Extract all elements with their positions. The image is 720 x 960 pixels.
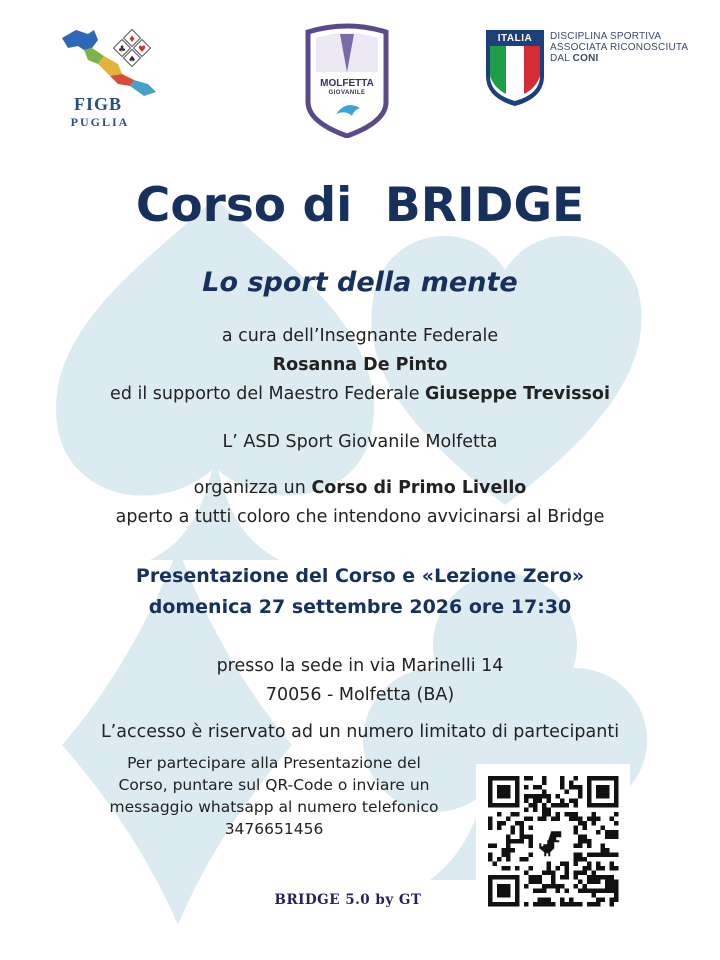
access-note: L’accesso è riservato ad un numero limitato di partecipanti xyxy=(100,722,620,742)
association-line: L’ ASD Sport Giovanile Molfetta xyxy=(222,432,498,452)
molfetta-giovanile-logo xyxy=(300,22,394,138)
svg-text:♥: ♥ xyxy=(138,45,147,55)
footer-credit: BRIDGE 5.0 by GT xyxy=(274,892,422,908)
master-name: Giuseppe Trevissoi xyxy=(425,384,610,404)
contact-phone: 3476651456 xyxy=(224,820,324,838)
page-title: Corso di BRIDGE xyxy=(135,178,585,233)
molfetta-line1: MOLFETTA xyxy=(320,78,374,89)
course-line xyxy=(0,478,720,498)
coni-line3-bold: CONI xyxy=(572,53,599,64)
svg-text:♣: ♣ xyxy=(118,45,127,55)
course-prefix: organizza un xyxy=(193,478,312,498)
qr-code[interactable] xyxy=(476,764,630,916)
svg-text:♦: ♦ xyxy=(128,35,137,45)
figb-puglia-logo xyxy=(58,26,168,134)
presentation-title: Presentazione del Corso e «Lezione Zero» xyxy=(135,565,585,587)
figb-name: FIGB xyxy=(73,94,122,114)
presentation-date: domenica 27 settembre 2026 ore 17:30 xyxy=(148,596,572,618)
coni-line3-prefix: DAL xyxy=(550,53,573,64)
svg-text:♠: ♠ xyxy=(128,55,137,65)
support-line xyxy=(0,384,720,404)
contact-info xyxy=(74,752,474,840)
organizer-line: a cura dell’Insegnante Federale xyxy=(221,326,499,346)
puglia-map-icon xyxy=(58,26,168,96)
coni-caption xyxy=(550,31,710,64)
contact-line3: messaggio whatsapp al numero telefonico xyxy=(109,798,439,816)
molfetta-line2: GIOVANILE xyxy=(328,90,366,96)
course-name: Corso di Primo Livello xyxy=(311,478,527,498)
dinosaur-icon xyxy=(539,831,561,856)
teacher-name: Rosanna De Pinto xyxy=(272,355,448,375)
coni-logo xyxy=(484,28,714,110)
venue-address: presso la sede in via Marinelli 14 xyxy=(216,656,504,676)
figb-region: PUGLIA xyxy=(70,115,130,129)
course-audience: aperto a tutti coloro che intendono avvicinarsi al Bridge xyxy=(115,507,605,527)
qr-code-icon[interactable] xyxy=(476,764,630,916)
coni-line3 xyxy=(550,53,710,64)
coni-line1: DISCIPLINA SPORTIVA xyxy=(550,31,662,42)
venue-city: 70056 - Molfetta (BA) xyxy=(265,685,455,705)
contact-line2: Corso, puntare sul QR-Code o inviare un xyxy=(118,776,430,794)
contact-line1: Per partecipare alla Presentazione del xyxy=(127,754,421,772)
coni-badge-label: ITALIA xyxy=(497,33,533,44)
page-subtitle: Lo sport della mente xyxy=(202,267,518,298)
coni-line2: ASSOCIATA RICONOSCIUTA xyxy=(550,42,689,53)
support-prefix: ed il supporto del Maestro Federale xyxy=(110,384,426,404)
